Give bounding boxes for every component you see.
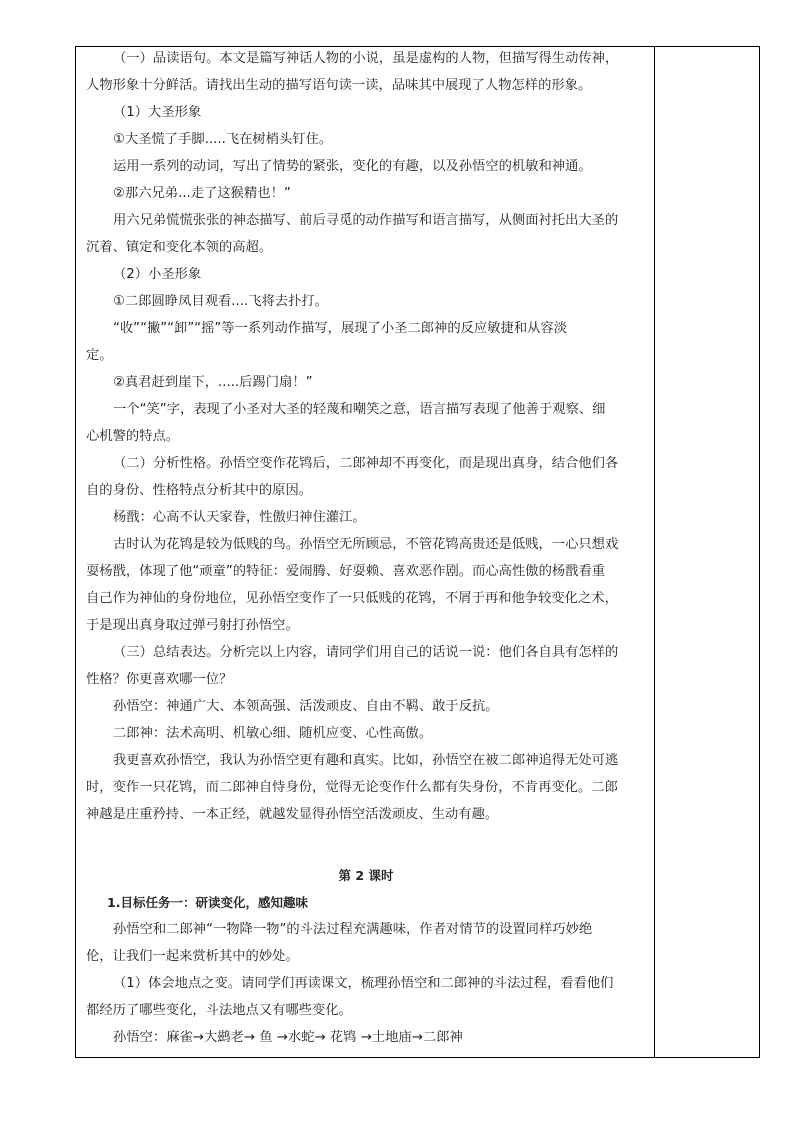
sub2-analysis2-l1: 一个“笑”字，表现了小圣对大圣的轻蔑和嘲笑之意，语言描写表现了他善于观察、细 <box>113 402 606 417</box>
preference-l1: 我更喜欢孙悟空，我认为孙悟空更有趣和真实。比如，孙悟空在被二郎神追得无处可逃 <box>113 753 619 768</box>
column-divider <box>654 47 655 1057</box>
sequence-item: 鱼 <box>254 1030 277 1045</box>
yang-jian-line: 杨戬：心高不认天家眷，性傲归神住灌江。 <box>113 510 366 525</box>
lesson2-intro-l2: 伦，让我们一起来赏析其中的妙处。 <box>86 949 299 964</box>
sequence-label: 孙悟空： <box>113 1030 167 1045</box>
sub2-analysis1-l2: 定。 <box>86 348 113 363</box>
sub1-title: （1）大圣形象 <box>113 105 202 120</box>
sub1-analysis2-l1: 用六兄弟慌慌张张的神态描写、前后寻觅的动作描写和语言描写，从侧面衬托出大圣的 <box>113 213 619 228</box>
section1-heading: （一）品读语句。本文是篇写神话人物的小说，虽是虚构的人物，但描写得生动传神， <box>113 51 619 66</box>
sun-wukong-traits: 孙悟空：神通广大、本领高强、活泼顽皮、自由不羁、敢于反抗。 <box>113 699 499 714</box>
sequence-item: 麻雀 <box>166 1030 193 1045</box>
preference-l3: 神越是庄重矜持、一本正经，就越发显得孙悟空活泼顽皮、生动有趣。 <box>86 807 499 822</box>
sequence-item: 二郎神 <box>422 1030 463 1045</box>
sub1-analysis1: 运用一系列的动词，写出了情势的紧张，变化的有趣，以及孙悟空的机敏和神通。 <box>113 159 592 174</box>
section2-heading-l2: 自的身份、性格特点分析其中的原因。 <box>86 483 313 498</box>
sub2-quote1: ①二郎圆睁凤目观看....飞将去扑打。 <box>113 294 328 309</box>
lesson2-question-l2: 都经历了哪些变化，斗法地点又有哪些变化。 <box>86 1003 352 1018</box>
arrow-icon: → <box>192 1030 204 1045</box>
arrow-icon: → <box>276 1030 288 1045</box>
sequence-item: 大鹚老 <box>203 1030 244 1045</box>
lesson2-title: 第 2 课时 <box>338 868 394 883</box>
section3-heading-l1: （三）总结表达。分析完以上内容，请同学们用自己的话说一说：他们各自具有怎样的 <box>113 645 619 660</box>
sub2-analysis1-l1: “收”“撇”“卸”“摇”等一系列动作描写，展现了小圣二郎神的反应敏捷和从容淡 <box>113 321 568 336</box>
arrow-icon: → <box>314 1030 326 1045</box>
arrow-icon: → <box>243 1030 255 1045</box>
sequence-item: 水蛇 <box>287 1030 315 1045</box>
section2-para-l1: 古时认为花鸨是较为低贱的鸟。孙悟空无所顾忌，不管花鸨高贵还是低贱，一心只想戏 <box>113 537 619 552</box>
arrow-icon: → <box>411 1030 423 1045</box>
lesson-table <box>75 46 760 1058</box>
sequence-item: 土地庙 <box>371 1030 412 1045</box>
section2-para-l2: 耍杨戬，体现了他“顽童”的特征：爱闹腾、好耍赖、喜欢恶作剧。而心高性傲的杨戬看重 <box>86 564 606 579</box>
section2-para-l4: 于是现出真身取过弹弓射打孙悟空。 <box>86 618 299 633</box>
task1-heading: 1.目标任务一：研读变化，感知趣味 <box>107 895 308 910</box>
sub2-title: （2）小圣形象 <box>113 267 202 282</box>
section2-para-l3: 自己作为神仙的身份地位，见孙悟空变作了一只低贱的花鸨，不屑于再和他争较变化之术， <box>86 591 618 606</box>
sequence-item: 花鸨 <box>325 1030 361 1045</box>
lesson2-question-l1: （1）体会地点之变。请同学们再读课文，梳理孙悟空和二郎神的斗法过程，看看他们 <box>113 976 614 991</box>
section2-heading-l1: （二）分析性格。孙悟空变作花鸨后，二郎神却不再变化，而是现出真身，结合他们各 <box>113 456 619 471</box>
sub2-quote2: ②真君赶到崖下，.....后踢门扇！” <box>113 375 313 390</box>
preference-l2: 时，变作一只花鸨，而二郎神自恃身份，觉得无论变作什么都有失身份，不肯再变化。二郎 <box>86 780 618 795</box>
sub1-analysis2-l2: 沉着、镇定和变化本领的高超。 <box>86 240 273 255</box>
lesson2-intro-l1: 孙悟空和二郎神“一物降一物”的斗法过程充满趣味，作者对情节的设置同样巧妙绝 <box>113 922 593 937</box>
sub2-analysis2-l2: 心机警的特点。 <box>86 429 180 444</box>
section3-heading-l2: 性格？你更喜欢哪一位？ <box>86 672 233 687</box>
sub1-quote1: ①大圣慌了手脚.....飞在树梢头钉住。 <box>113 132 333 147</box>
sub1-quote2: ②那六兄弟...走了这猴精也！” <box>113 186 291 201</box>
transformation-sequence <box>113 1030 463 1046</box>
arrow-icon: → <box>360 1030 372 1045</box>
section1-heading-cont: 人物形象十分鲜活。请找出生动的描写语句读一读，品味其中展现了人物怎样的形象。 <box>86 78 592 93</box>
erlang-traits: 二郎神：法术高明、机敏心细、随机应变、心性高傲。 <box>113 726 433 741</box>
